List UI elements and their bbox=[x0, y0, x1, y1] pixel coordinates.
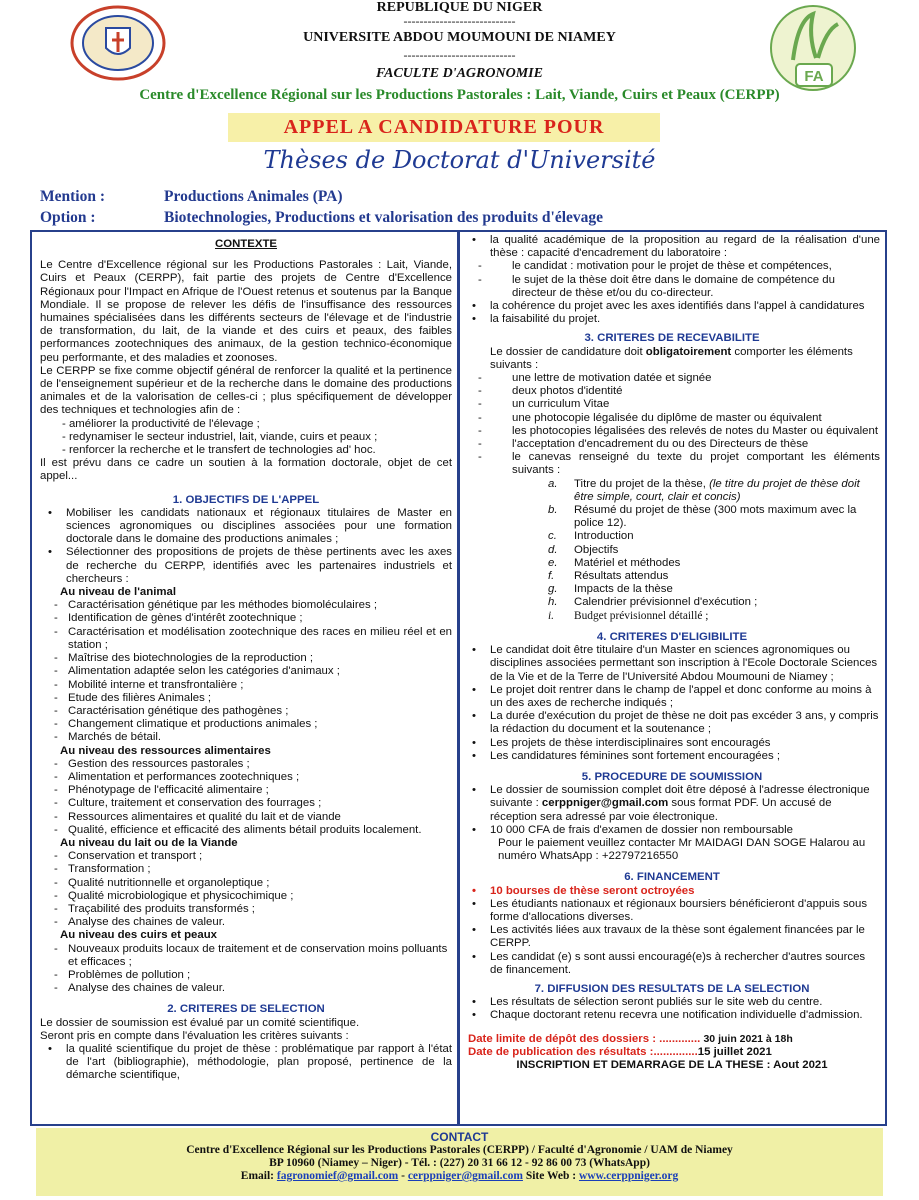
list-item: - un curriculum Vitae bbox=[464, 398, 880, 411]
list-item: • Sélectionner des propositions de projets de thèse pertinents avec les axes de recherche du CERPP, identifiés avec les partenaires industriels et chercheurs : bbox=[40, 546, 452, 586]
center-title: Centre d'Excellence Régional sur les Productions Pastorales : Lait, Viande, Cuirs et Peaux (CERPP) bbox=[139, 87, 780, 103]
mention-row bbox=[40, 188, 343, 206]
column-divider bbox=[457, 230, 460, 1126]
list-item: - Ressources alimentaires et qualité du lait et de viande bbox=[40, 811, 452, 824]
selection-paragraph: Le dossier de soumission est évalué par un comité scientifique. bbox=[40, 1016, 360, 1029]
list-item: • la cohérence du projet avec les axes identifiés dans l'appel à candidatures bbox=[464, 300, 880, 313]
left-column bbox=[40, 238, 452, 1083]
list-item: - redynamiser le secteur industriel, lait, viande, cuirs et peaux ; bbox=[62, 430, 378, 443]
section-objectifs: 1. OBJECTIFS DE L'APPEL bbox=[172, 493, 320, 506]
recevabilite-text: Le dossier de candidature doit bbox=[490, 345, 646, 358]
section-diffusion: 7. DIFFUSION DES RESULTATS DE LA SELECTION bbox=[534, 982, 810, 995]
list-item: - Nouveaux produits locaux de traitement et de conservation moins polluants et efficaces ; bbox=[40, 943, 452, 969]
selection-continued-list bbox=[464, 234, 880, 326]
recevabilite-text: comporter les éléments suivants : bbox=[490, 345, 853, 371]
list-item: - deux photos d'identité bbox=[464, 385, 880, 398]
list-item: - le candidat : motivation pour le projet de thèse et compétences, bbox=[464, 260, 880, 273]
list-item: - renforcer la recherche et le transfert de technologies ad' hoc. bbox=[62, 444, 376, 457]
canevas-letter: d. bbox=[548, 543, 558, 556]
list-item: • 10 bourses de thèse seront octroyées bbox=[464, 885, 880, 898]
list-item: - Etude des filières Animales ; bbox=[40, 692, 452, 705]
canevas-text: Titre du projet de la thèse, bbox=[574, 477, 710, 490]
canevas-letter: a. bbox=[548, 477, 558, 490]
list-item: - Alimentation adaptée selon les catégories d'animaux ; bbox=[40, 665, 452, 678]
diffusion-list bbox=[464, 996, 880, 1022]
objectifs-list bbox=[40, 507, 452, 586]
list-item: • Les activités liées aux travaux de la thèse sont également financées par le CERPP. bbox=[464, 924, 880, 950]
recevabilite-list bbox=[464, 372, 880, 478]
theses-title: Thèses de Doctorat d'Université bbox=[263, 146, 656, 174]
list-item: - Analyse des chaines de valeur. bbox=[40, 982, 452, 995]
list-item: • Les projets de thèse interdisciplinaires sont encouragés bbox=[464, 737, 880, 750]
section-eligibilite: 4. CRITERES D'ELIGIBILITE bbox=[596, 630, 748, 643]
contact-title: CONTACT bbox=[430, 1130, 489, 1144]
list-item: • Les résultats de sélection seront publiés sur le site web du centre. bbox=[464, 996, 880, 1009]
recevabilite-paragraph bbox=[464, 346, 880, 372]
canevas-text: Introduction bbox=[574, 530, 634, 543]
recevabilite-emphasis: obligatoirement bbox=[645, 345, 732, 358]
canevas-letter: g. bbox=[548, 583, 558, 596]
option-value: Biotechnologies, Productions et valorisation des produits d'élevage bbox=[164, 209, 604, 226]
canevas-item bbox=[504, 504, 880, 530]
section-recevabilite: 3. CRITERES DE RECEVABILITE bbox=[584, 332, 760, 345]
list-item: • 10 000 CFA de frais d'examen de dossier non remboursable bbox=[464, 824, 880, 837]
section-selection: 2. CRITERES DE SELECTION bbox=[167, 1003, 325, 1016]
list-item: • la faisabilité du projet. bbox=[464, 313, 880, 326]
canevas-text: Résultats attendus bbox=[574, 570, 669, 583]
canevas-item bbox=[504, 544, 880, 557]
list-item: - Changement climatique et productions animales ; bbox=[40, 718, 452, 731]
milk-list bbox=[40, 850, 452, 929]
context-paragraph: Le Centre d'Excellence régional sur les Productions Pastorales : Lait, Viande, Cuirs et Peaux (CERPP), fait partie des projets de Centre d'Excellence Régionaux pour l'Impact en Afrique de l'Ouest retenus et soutenus par la Banque Mondiale. Il se propose de relever les défis de l'insuffisance des ressources humaines spécialisées dans les différents secteurs de l'élevage et de l'industrie de transformation, du lait, de la viande et des cuirs et peaux, des faibles performances zootechniques des animaux, de la gestion technico-économique peu performante, et des maladies et zoonoses. bbox=[40, 259, 452, 364]
canevas-item bbox=[504, 478, 880, 504]
list-item: - Qualité nutritionnelle et organoleptique ; bbox=[40, 877, 452, 890]
header-separator: ---------------------------- bbox=[403, 48, 516, 62]
list-item: - Transformation ; bbox=[40, 863, 452, 876]
list-item: - l'acceptation d'encadrement du ou des Directeurs de thèse bbox=[464, 438, 880, 451]
publication-value: 15 juillet 2021 bbox=[697, 1045, 772, 1058]
list-item bbox=[464, 784, 880, 824]
footer-line bbox=[36, 1170, 883, 1183]
context-paragraph: Il est prévu dans ce cadre un soutien à la formation doctorale, objet de cet appel... bbox=[40, 457, 452, 483]
financement-list bbox=[464, 885, 880, 977]
header bbox=[0, 0, 919, 110]
list-item: - Traçabilité des produits transformés ; bbox=[40, 903, 452, 916]
list-item: - Identification de gènes d'intérêt zootechnique ; bbox=[40, 612, 452, 625]
procedure-text: sous format PDF. Un accusé de réception sera adressé par voie électronique. bbox=[490, 797, 832, 823]
list-item: - les photocopies légalisées des relevés de notes du Master ou équivalent bbox=[464, 425, 880, 438]
footer-contact bbox=[36, 1128, 883, 1196]
canevas-letter: f. bbox=[548, 570, 555, 583]
animal-list bbox=[40, 599, 452, 744]
list-item: - Marchés de bétail. bbox=[40, 731, 452, 744]
email-link[interactable]: fagronomief@gmail.com bbox=[276, 1170, 399, 1182]
list-item: • Les candidatures féminines sont fortement encouragées ; bbox=[464, 750, 880, 763]
canevas-note: (le titre du projet de thèse doit être simple, court, clair et concis) bbox=[574, 477, 860, 503]
list-item: - améliorer la productivité de l'élevage ; bbox=[62, 417, 260, 430]
list-item: - une lettre de motivation datée et signée bbox=[464, 372, 880, 385]
context-list bbox=[40, 418, 452, 458]
context-title: CONTEXTE bbox=[214, 238, 278, 250]
canevas-text: Matériel et méthodes bbox=[574, 556, 681, 569]
list-item: • La durée d'exécution du projet de thèse ne doit pas excéder 3 ans, y compris la rédaction du document et la soutenance ; bbox=[464, 710, 880, 736]
canevas-item bbox=[504, 583, 880, 596]
right-column bbox=[464, 234, 880, 1072]
canevas-text: Impacts de la thèse bbox=[574, 583, 673, 596]
subsection-food: Au niveau des ressources alimentaires bbox=[60, 744, 271, 757]
list-item: - Maîtrise des biotechnologies de la reproduction ; bbox=[40, 652, 452, 665]
list-item: - Gestion des ressources pastorales ; bbox=[40, 758, 452, 771]
list-item: - Conservation et transport ; bbox=[40, 850, 452, 863]
subsection-milk: Au niveau du lait ou de la Viande bbox=[60, 836, 238, 849]
canevas-letter: h. bbox=[548, 596, 558, 609]
list-item: - Problèmes de pollution ; bbox=[40, 969, 452, 982]
list-item: - Mobilité interne et transfrontalière ; bbox=[40, 679, 452, 692]
list-item: - Culture, traitement et conservation des fourrages ; bbox=[40, 797, 452, 810]
footer-line: Centre d'Excellence Régional sur les Productions Pastorales (CERPP) / Faculté d'Agronomie / UAM de Niamey bbox=[186, 1144, 733, 1156]
canevas-item bbox=[504, 610, 880, 623]
submission-email[interactable]: cerppniger@gmail.com bbox=[541, 797, 669, 810]
republic-title: REPUBLIQUE DU NIGER bbox=[376, 0, 543, 15]
section-financement: 6. FINANCEMENT bbox=[624, 871, 720, 884]
email-link[interactable]: cerppniger@gmail.com bbox=[407, 1170, 523, 1182]
list-item: • Les candidat (e) s sont aussi encouragé(e)s à rechercher d'autres sources de financement. bbox=[464, 951, 880, 977]
canevas-item bbox=[504, 557, 880, 570]
food-list bbox=[40, 758, 452, 837]
site-label: Site Web : bbox=[522, 1170, 579, 1182]
canevas-text: Budget prévisionnel détaillé ; bbox=[574, 609, 709, 622]
canevas-text: Calendrier prévisionnel d'exécution ; bbox=[574, 596, 758, 609]
footer-line: BP 10960 (Niamey – Niger) - Tél. : (227) 20 31 66 12 - 92 86 00 73 (WhatsApp) bbox=[269, 1157, 650, 1169]
option-label: Option : bbox=[40, 209, 96, 226]
canevas-letter: b. bbox=[548, 504, 558, 517]
list-item: - Analyse des chaines de valeur. bbox=[40, 916, 452, 929]
list-item: - Phénotypage de l'efficacité alimentaire ; bbox=[40, 784, 452, 797]
faculty-logo bbox=[768, 0, 858, 95]
canevas-item bbox=[504, 570, 880, 583]
list-item: - le canevas renseigné du texte du projet comportant les éléments suivants : bbox=[464, 451, 880, 477]
list-item: • la qualité académique de la proposition au regard de la réalisation d'une thèse : capacité d'encadrement du laboratoire : bbox=[464, 234, 880, 260]
option-row bbox=[40, 209, 603, 227]
canevas-list bbox=[504, 478, 880, 623]
deadline-value: 30 juin 2021 à 18h bbox=[703, 1032, 793, 1045]
eligibilite-list bbox=[464, 644, 880, 763]
canevas-letter: i. bbox=[548, 609, 555, 622]
payment-note: Pour le paiement veuillez contacter Mr MAIDAGI DAN SOGE Halarou au numéro WhatsApp : +22797216550 bbox=[498, 836, 866, 863]
list-item: - Alimentation et performances zootechniques ; bbox=[40, 771, 452, 784]
list-item: • Le candidat doit être titulaire d'un Master en sciences agronomiques ou disciplines associées permettant son inscription à l'Ecole Doctorale Sciences de la Vie et de la Terre de l'Université Abdou Moumouni de Niamey ; bbox=[464, 644, 880, 684]
canevas-letter: c. bbox=[548, 530, 557, 543]
subsection-leather: Au niveau des cuirs et peaux bbox=[60, 929, 217, 942]
list-item: • la qualité scientifique du projet de thèse : problématique par rapport à l'état de l'art (bibliographie), méthodologie, plan proposé, pertinence de la démarche scientifique, bbox=[40, 1043, 452, 1083]
list-item: - le sujet de la thèse doit être dans le domaine de compétence du directeur de thèse et/ou du co-directeur. bbox=[464, 274, 880, 300]
canevas-text: Résumé du projet de thèse (300 mots maximum avec la police 12). bbox=[574, 504, 857, 530]
canevas-text: Objectifs bbox=[574, 543, 619, 556]
deadline-row bbox=[464, 1033, 880, 1046]
selection-paragraph: Seront pris en compte dans l'évaluation les critères suivants : bbox=[40, 1029, 349, 1042]
canevas-item bbox=[504, 596, 880, 609]
faculty-title: FACULTE D'AGRONOMIE bbox=[376, 66, 543, 81]
canevas-letter: e. bbox=[548, 556, 558, 569]
canevas-item bbox=[504, 530, 880, 543]
procedure-text: Le dossier de soumission complet doit être déposé à l'adresse électronique suivante : bbox=[490, 784, 870, 810]
list-item: • Mobiliser les candidats nationaux et régionaux titulaires de Master en sciences agronomiques ou disciplines associées pour une formation doctorale dans le domaine des productions animales ; bbox=[40, 507, 452, 547]
list-item: • Chaque doctorant retenu recevra une notification individuelle d'admission. bbox=[464, 1009, 880, 1022]
mention-label: Mention : bbox=[40, 188, 106, 205]
list-item: - Caractérisation et modélisation zootechnique des races en milieu réel et en station ; bbox=[40, 626, 452, 652]
header-separator: ---------------------------- bbox=[403, 14, 516, 28]
faculty-logo-text: FA bbox=[804, 68, 824, 85]
subsection-animal: Au niveau de l'animal bbox=[60, 586, 177, 599]
publication-row bbox=[464, 1046, 880, 1059]
procedure-list bbox=[464, 784, 880, 837]
list-item: - Qualité microbiologique et physicochimique ; bbox=[40, 890, 452, 903]
mention-value: Productions Animales (PA) bbox=[164, 188, 343, 205]
list-item: - une photocopie légalisée du diplôme de master ou équivalent bbox=[464, 412, 880, 425]
call-banner: APPEL A CANDIDATURE POUR bbox=[228, 113, 660, 142]
list-item: • Les étudiants nationaux et régionaux boursiers bénéficieront d'appuis sous forme d'allocations diverses. bbox=[464, 898, 880, 924]
list-item: • Le projet doit rentrer dans le champ de l'appel et donc conforme au moins à un des axes de recherche indiqués ; bbox=[464, 684, 880, 710]
list-item: - Caractérisation génétique des pathogènes ; bbox=[40, 705, 452, 718]
section-procedure: 5. PROCEDURE DE SOUMISSION bbox=[581, 770, 763, 783]
list-item: - Qualité, efficience et efficacité des aliments bétail produits localement. bbox=[40, 824, 452, 837]
email-label: Email: bbox=[240, 1170, 277, 1182]
selection-list bbox=[40, 1043, 452, 1083]
publication-label: Date de publication des résultats :.............. bbox=[468, 1045, 698, 1058]
context-paragraph: Le CERPP se fixe comme objectif général de renforcer la qualité et la pertinence de l'enseignement supérieur et de la recherche dans le domaine des productions animales et de la valorisation de celles-ci ; plus spécifiquement de développer des techniques et technologies afin de : bbox=[40, 364, 452, 417]
email-separator: - bbox=[398, 1170, 408, 1182]
website-link[interactable]: www.cerppniger.org bbox=[578, 1170, 679, 1182]
inscription-line: INSCRIPTION ET DEMARRAGE DE LA THESE : Aout 2021 bbox=[516, 1058, 828, 1071]
list-item: - Caractérisation génétique par les méthodes biomoléculaires ; bbox=[40, 599, 452, 612]
leather-list bbox=[40, 943, 452, 996]
deadline-label: Date limite de dépôt des dossiers : ............. bbox=[468, 1032, 704, 1045]
university-title: UNIVERSITE ABDOU MOUMOUNI DE NIAMEY bbox=[303, 30, 616, 45]
